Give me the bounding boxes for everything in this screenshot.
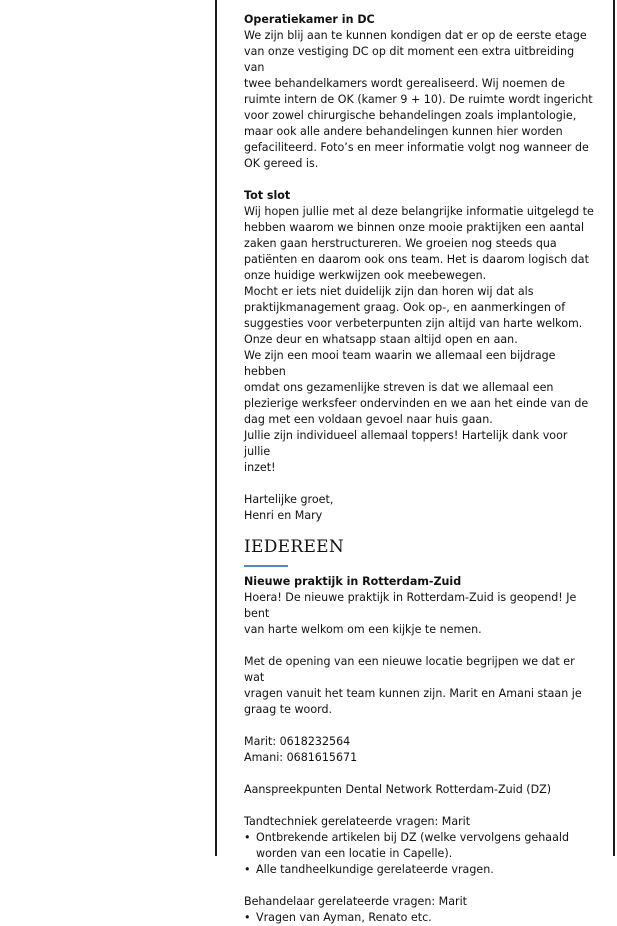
- spacer: [244, 172, 596, 188]
- body-line: maar ook alle andere behandelingen kunnen hier worden: [244, 125, 563, 138]
- body-line: Wij hopen jullie met al deze belangrijke informatie uitgelegd te: [244, 205, 594, 218]
- body-line: ruimte intern de OK (kamer 9 + 10). De ruimte wordt ingericht: [244, 93, 593, 106]
- body-line: twee behandelkamers wordt gerealiseerd. Wij noemen de: [244, 77, 565, 90]
- body-line: Met de opening van een nieuwe locatie begrijpen we dat er wat: [244, 655, 575, 684]
- body-line: dag met een voldaan gevoel naar huis gaan.: [244, 413, 493, 426]
- body-line: inzet!: [244, 461, 276, 474]
- greeting: Hartelijke groet,: [244, 493, 334, 506]
- slot-section-heading: Tot slot: [244, 189, 291, 202]
- body-line: onze huidige werkwijzen ook meebewegen.: [244, 269, 487, 282]
- spacer: [244, 766, 596, 782]
- body-line: OK gereed is.: [244, 157, 319, 170]
- contact-heading: Aanspreekpunten Dental Network Rotterdam-Zuid (DZ): [244, 783, 552, 796]
- body-line: We zijn blij aan te kunnen kondigen dat er op de eerste etage: [244, 29, 587, 42]
- list-item-line: worden van een locatie in Capelle).: [256, 847, 453, 860]
- tandtechniek-heading: Tandtechniek gerelateerde vragen: Marit: [244, 815, 471, 828]
- list-item: [244, 830, 596, 862]
- list-item-line: Alle tandheelkundige gerelateerde vragen.: [256, 863, 494, 876]
- spacer: [244, 718, 596, 734]
- body-line: graag te woord.: [244, 703, 333, 716]
- newsletter-content: [244, 12, 596, 926]
- body-line: Mocht er iets niet duidelijk zijn dan horen wij dat als: [244, 285, 534, 298]
- list-item: [244, 862, 596, 878]
- body-line: suggesties voor verbeterpunten zijn altijd van harte welkom.: [244, 317, 583, 330]
- body-line: zaken gaan herstructureren. We groeien nog steeds qua: [244, 237, 557, 250]
- body-line: hebben waarom we binnen onze mooie praktijken een aantal: [244, 221, 585, 234]
- body-line: Jullie zijn individueel allemaal toppers! Hartelijk dank voor jullie: [244, 429, 568, 458]
- page-edge-left: [215, 0, 217, 856]
- body-line: We zijn een mooi team waarin we allemaal een bijdrage hebben: [244, 349, 556, 378]
- bullet-icon: •: [244, 863, 251, 876]
- body-line: praktijkmanagement graag. Ook op-, en aanmerkingen of: [244, 301, 566, 314]
- section-title-rule: [244, 565, 288, 567]
- marit-phone: Marit: 0618232564: [244, 735, 351, 748]
- bullet-icon: •: [244, 911, 251, 924]
- body-line: vragen vanuit het team kunnen zijn. Marit en Amani staan je: [244, 687, 582, 700]
- bullet-icon: •: [244, 831, 251, 844]
- body-line: patiënten en daarom ook ons team. Het is daarom logisch dat: [244, 253, 589, 266]
- body-line: Hoera! De nieuwe praktijk in Rotterdam-Zuid is geopend! Je bent: [244, 591, 577, 620]
- behandelaar-heading: Behandelaar gerelateerde vragen: Marit: [244, 895, 468, 908]
- section-title-iedereen: IEDEREEN: [244, 537, 345, 557]
- page-edge-right: [613, 0, 615, 856]
- signature: Henri en Mary: [244, 509, 323, 522]
- list-item-line: Ontbrekende artikelen bij DZ (welke vervolgens gehaald: [256, 831, 569, 844]
- slot-section-body: [244, 204, 596, 476]
- spacer: [244, 798, 596, 814]
- body-line: van harte welkom om een kijkje te nemen.: [244, 623, 482, 636]
- list-item-line: Vragen van Ayman, Renato etc.: [256, 911, 432, 924]
- list-item: [244, 910, 596, 926]
- body-line: omdat ons gezamenlijke streven is dat we allemaal een: [244, 381, 554, 394]
- rotterdam-section-heading: Nieuwe praktijk in Rotterdam-Zuid: [244, 575, 462, 588]
- body-line: van onze vestiging DC op dit moment een extra uitbreiding van: [244, 45, 575, 74]
- body-line: Onze deur en whatsapp staan altijd open en aan.: [244, 333, 518, 346]
- body-line: plezierige werksfeer ondervinden en we aan het einde van de: [244, 397, 589, 410]
- ok-section-heading: Operatiekamer in DC: [244, 13, 375, 26]
- body-line: gefaciliteerd. Foto’s en meer informatie volgt nog wanneer de: [244, 141, 589, 154]
- spacer: [244, 878, 596, 894]
- body-line: voor zowel chirurgische behandelingen zoals implantologie,: [244, 109, 577, 122]
- spacer: [244, 476, 596, 492]
- amani-phone: Amani: 0681615671: [244, 751, 358, 764]
- ok-section-body: [244, 28, 596, 172]
- spacer: [244, 638, 596, 654]
